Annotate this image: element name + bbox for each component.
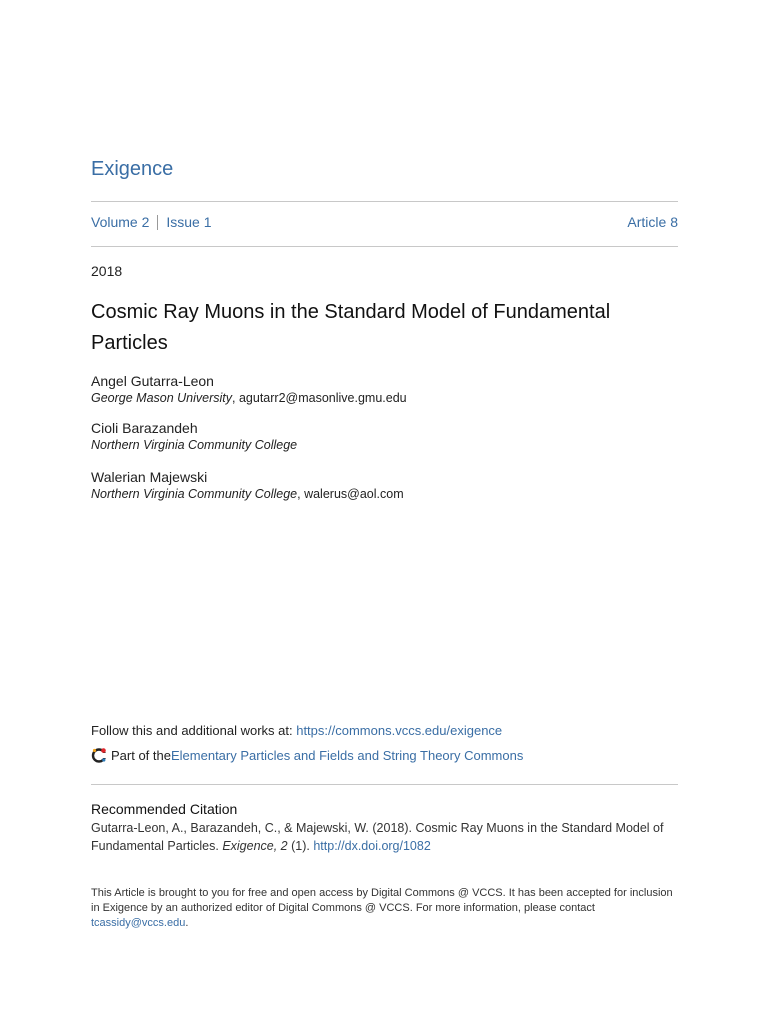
- part-of-text: Part of the: [111, 747, 171, 763]
- author-affiliation: [91, 486, 404, 503]
- affiliation-name: Northern Virginia Community College: [91, 438, 298, 452]
- affiliation-name: George Mason University: [91, 391, 233, 405]
- volume-link[interactable]: Volume 2: [91, 214, 150, 230]
- affiliation-name: Northern Virginia Community College: [91, 487, 298, 501]
- creative-commons-network-icon: [91, 747, 107, 763]
- citation-body: [91, 820, 678, 855]
- footer-text: This Article is brought to you for free and open access by Digital Commons @ VCCS. It has been accepted for inclusion in Exigence by an authorized editor of Digital Commons @ VCCS. For more information, please contact: [91, 887, 673, 914]
- author-email: , walerus@aol.com: [297, 487, 404, 501]
- author-entry: [91, 469, 404, 503]
- article-title: Cosmic Ray Muons in the Standard Model of Fundamental Particles: [91, 301, 611, 354]
- issue-link[interactable]: Issue 1: [166, 214, 212, 230]
- follow-line: [91, 723, 502, 738]
- footer-notice: [91, 886, 678, 931]
- author-name: Cioli Barazandeh: [91, 420, 198, 436]
- author-affiliation: [91, 437, 297, 454]
- commons-link[interactable]: Elementary Particles and Fields and String Theory Commons: [170, 747, 524, 763]
- divider: [91, 201, 678, 202]
- citation-journal: Exigence, 2: [222, 838, 288, 853]
- follow-text: Follow this and additional works at:: [91, 723, 297, 738]
- publication-year: 2018: [91, 263, 123, 279]
- author-name: Walerian Majewski: [91, 469, 208, 485]
- author-entry: [91, 420, 297, 454]
- divider: [91, 246, 678, 247]
- author-email: , agutarr2@masonlive.gmu.edu: [232, 391, 407, 405]
- separator: [157, 215, 158, 230]
- citation-heading: Recommended Citation: [91, 801, 238, 817]
- author-affiliation: [91, 390, 407, 407]
- part-of-line: [91, 747, 523, 763]
- footer-end: .: [185, 917, 189, 929]
- journal-title-link[interactable]: Exigence: [91, 158, 174, 180]
- issue-info-row: [91, 214, 678, 230]
- author-name: Angel Gutarra-Leon: [91, 373, 214, 389]
- citation-issue: (1).: [287, 838, 314, 853]
- citation-text: Gutarra-Leon, A., Barazandeh, C., & Majewski, W. (2018). Cosmic Ray Muons in the Standard Model of Fundamental Particles.: [91, 821, 664, 853]
- doi-link[interactable]: http://dx.doi.org/1082: [313, 838, 431, 853]
- divider: [91, 784, 678, 785]
- article-link[interactable]: Article 8: [627, 214, 678, 230]
- repository-link[interactable]: https://commons.vccs.edu/exigence: [296, 723, 503, 738]
- contact-email-link[interactable]: tcassidy@vccs.edu: [91, 917, 186, 929]
- author-entry: [91, 373, 407, 407]
